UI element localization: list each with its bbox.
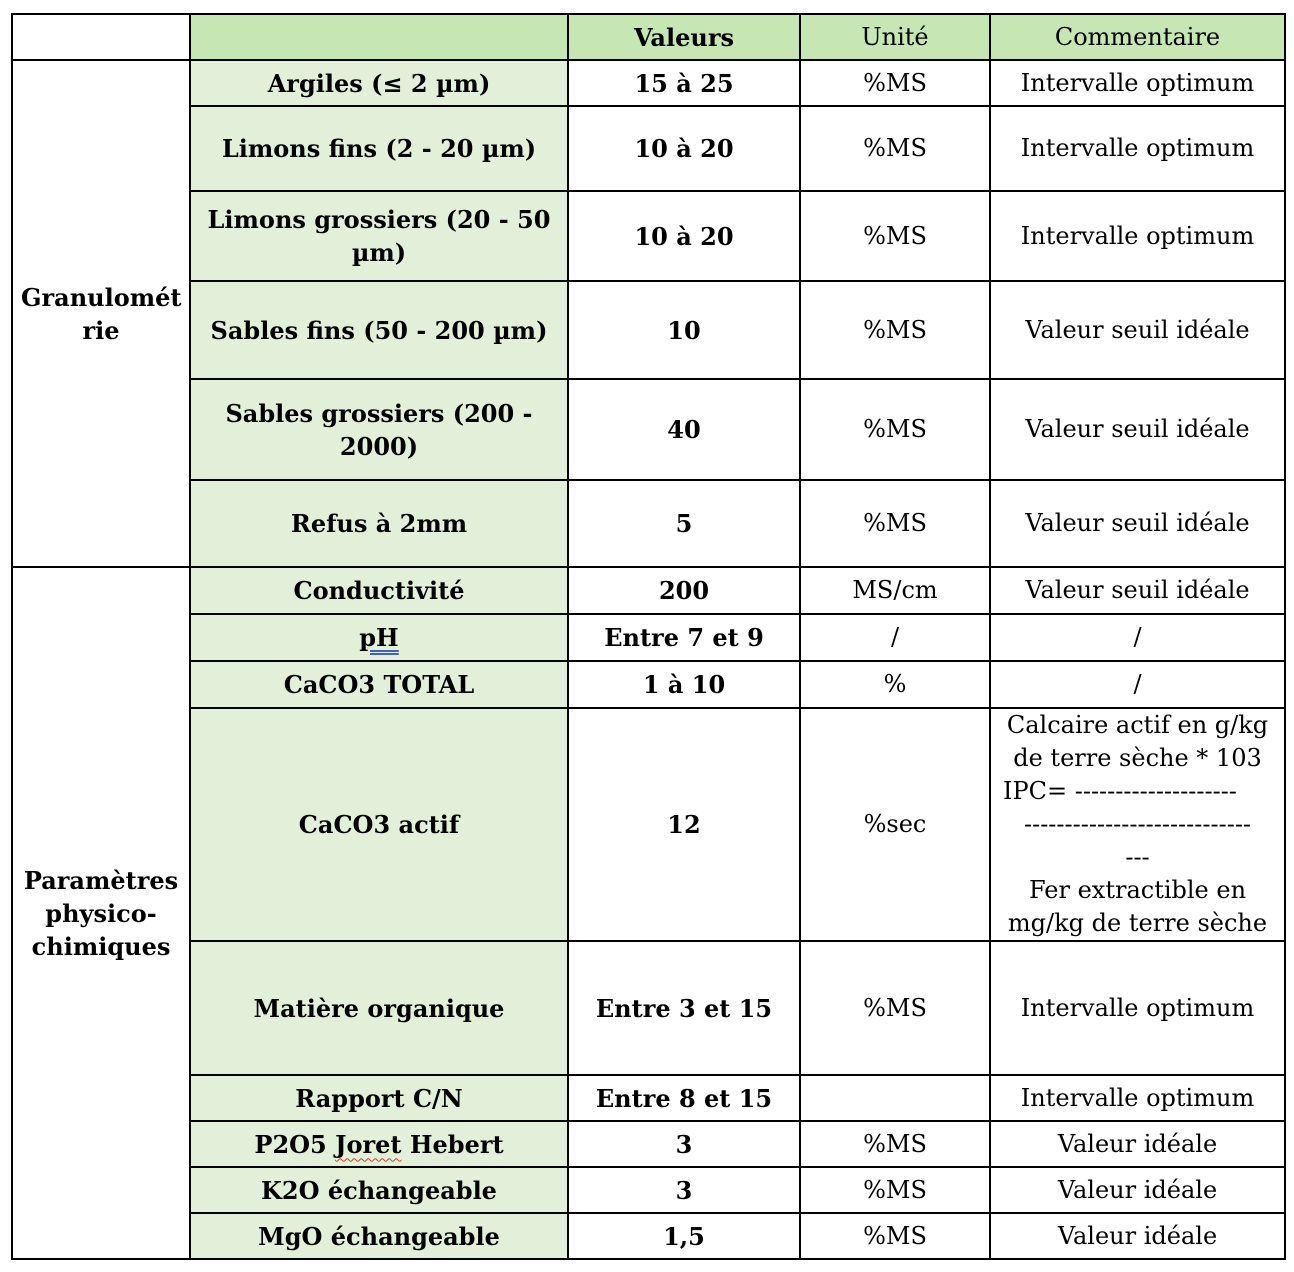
value-cell: 15 à 25	[568, 60, 800, 106]
value-cell: 200	[568, 567, 800, 614]
group-label-line: physico-	[45, 898, 157, 928]
value-cell: 12	[568, 708, 800, 941]
table-row	[12, 191, 1285, 281]
param-cell: Limons fins (2 - 20 µm)	[190, 106, 568, 191]
param-cell: Rapport C/N	[190, 1075, 568, 1121]
value-cell: 5	[568, 480, 800, 567]
comment-cell: Intervalle optimum	[990, 191, 1285, 281]
value-cell: 10 à 20	[568, 106, 800, 191]
header-unite: Unité	[800, 14, 990, 60]
comment-cell: Intervalle optimum	[990, 60, 1285, 106]
param-cell: Argiles (≤ 2 µm)	[190, 60, 568, 106]
table-row	[12, 1121, 1285, 1167]
comment-line: mg/kg de terre sèche	[1007, 909, 1268, 937]
comment-line: Calcaire actif en g/kg	[1006, 711, 1269, 739]
group-label-line: Granulomét	[21, 282, 182, 312]
spellcheck-word: Joret	[335, 1129, 402, 1159]
value-cell: Entre 3 et 15	[568, 941, 800, 1075]
unit-cell: %MS	[800, 1167, 990, 1213]
table-row	[12, 708, 1285, 941]
comment-line: ---	[1125, 843, 1150, 871]
unit-cell: %MS	[800, 941, 990, 1075]
table-row	[12, 379, 1285, 480]
param-line: Sables grossiers (200 -	[225, 398, 533, 428]
comment-cell: Valeur idéale	[990, 1167, 1285, 1213]
param-cell	[190, 1121, 568, 1167]
param-text: Hebert	[401, 1129, 504, 1159]
soil-parameters-table	[11, 13, 1286, 1260]
header-corner-cell	[12, 14, 190, 60]
table-row	[12, 1167, 1285, 1213]
group-label-line: Paramètres	[23, 865, 179, 895]
comment-cell: Valeur seuil idéale	[990, 281, 1285, 379]
param-line: µm)	[351, 238, 407, 267]
unit-cell: %MS	[800, 1121, 990, 1167]
comment-cell: Valeur seuil idéale	[990, 480, 1285, 567]
table-row	[12, 614, 1285, 661]
table-row	[12, 661, 1285, 708]
param-cell: Refus à 2mm	[190, 480, 568, 567]
comment-line: IPC= --------------------	[1003, 777, 1237, 805]
param-cell: Sables fins (50 - 200 µm)	[190, 281, 568, 379]
unit-cell: %MS	[800, 60, 990, 106]
group-label-line: chimiques	[31, 931, 171, 961]
param-cell: CaCO3 actif	[190, 708, 568, 941]
header-param-cell	[190, 14, 568, 60]
comment-cell: /	[990, 614, 1285, 661]
param-cell: K2O échangeable	[190, 1167, 568, 1213]
group-label-granulometrie	[12, 60, 190, 567]
table-row	[12, 1075, 1285, 1121]
value-cell: 10	[568, 281, 800, 379]
unit-cell: /	[800, 614, 990, 661]
table-header-row	[12, 14, 1285, 60]
unit-cell: %MS	[800, 379, 990, 480]
value-cell: 3	[568, 1167, 800, 1213]
param-line: 2000)	[339, 431, 419, 461]
unit-cell: %MS	[800, 281, 990, 379]
value-cell: 10 à 20	[568, 191, 800, 281]
param-cell: Matière organique	[190, 941, 568, 1075]
table-row	[12, 281, 1285, 379]
comment-cell: Valeur idéale	[990, 1213, 1285, 1259]
unit-cell: %MS	[800, 480, 990, 567]
param-cell	[190, 191, 568, 281]
param-cell: MgO échangeable	[190, 1213, 568, 1259]
group-label-line: rie	[82, 315, 120, 345]
comment-line: ----------------------------	[1023, 810, 1252, 838]
group-label-physico-chimiques	[12, 567, 190, 1259]
unit-cell: %MS	[800, 106, 990, 191]
comment-cell: Valeur idéale	[990, 1121, 1285, 1167]
param-cell	[190, 614, 568, 661]
param-text: P2O5	[254, 1129, 336, 1159]
param-line: Limons grossiers (20 - 50	[207, 205, 551, 234]
value-cell: 3	[568, 1121, 800, 1167]
comment-cell: Valeur seuil idéale	[990, 567, 1285, 614]
param-cell: CaCO3 TOTAL	[190, 661, 568, 708]
ph-label: pH	[359, 623, 399, 652]
comment-cell: /	[990, 661, 1285, 708]
comment-cell: Valeur seuil idéale	[990, 379, 1285, 480]
comment-cell-ipc-formula	[990, 708, 1285, 941]
comment-cell: Intervalle optimum	[990, 1075, 1285, 1121]
header-commentaire: Commentaire	[990, 14, 1285, 60]
comment-line: de terre sèche * 103	[1013, 744, 1262, 772]
table-row	[12, 480, 1285, 567]
unit-cell: %MS	[800, 1213, 990, 1259]
param-cell	[190, 379, 568, 480]
value-cell: Entre 8 et 15	[568, 1075, 800, 1121]
unit-cell	[800, 1075, 990, 1121]
value-cell: 40	[568, 379, 800, 480]
comment-line: Fer extractible en	[1028, 876, 1247, 904]
table-row	[12, 60, 1285, 106]
comment-cell: Intervalle optimum	[990, 106, 1285, 191]
comment-cell: Intervalle optimum	[990, 941, 1285, 1075]
header-valeurs: Valeurs	[568, 14, 800, 60]
table-row	[12, 567, 1285, 614]
unit-cell: %	[800, 661, 990, 708]
table-row	[12, 941, 1285, 1075]
table-row	[12, 1213, 1285, 1259]
value-cell: 1,5	[568, 1213, 800, 1259]
param-cell: Conductivité	[190, 567, 568, 614]
unit-cell: %sec	[800, 708, 990, 941]
unit-cell: %MS	[800, 191, 990, 281]
table-row	[12, 106, 1285, 191]
value-cell: Entre 7 et 9	[568, 614, 800, 661]
value-cell: 1 à 10	[568, 661, 800, 708]
unit-cell: MS/cm	[800, 567, 990, 614]
